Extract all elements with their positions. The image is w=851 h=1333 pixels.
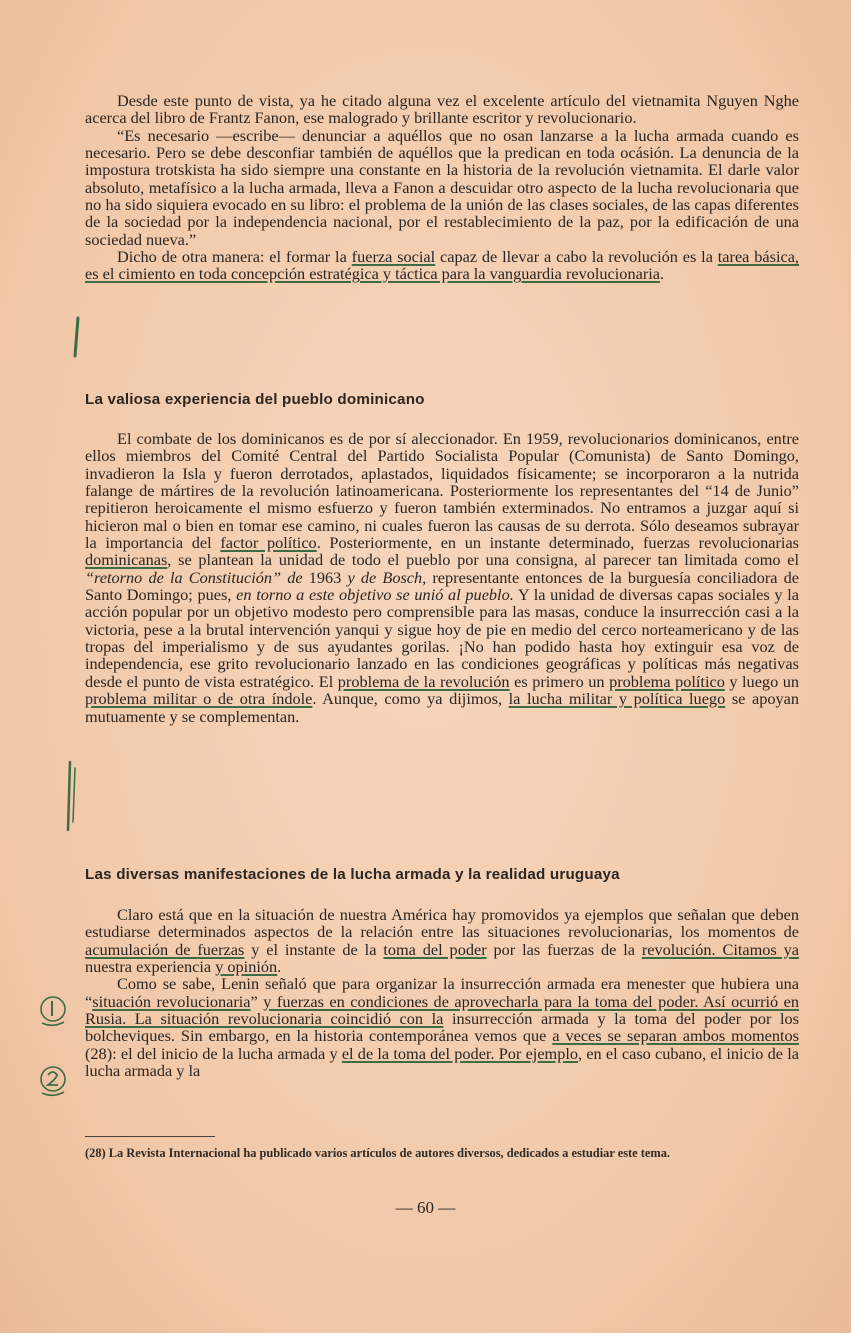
text-run: por las fuerzas de la [486, 939, 642, 959]
underlined-text: toma del poder [383, 939, 487, 959]
text-run: Dicho de otra manera: el formar la [117, 247, 352, 267]
footnote-ref: (28): el del inicio de la lucha armada y [85, 1043, 342, 1063]
text-run: se apoyan mutuamente y se complementan. [85, 689, 799, 726]
italic-text: y de Bosch, [347, 567, 427, 587]
underlined-text: problema de la revolución [337, 671, 510, 691]
quote-paragraph: “Es necesario —escribe— denunciar a aquéllos que no osan lanzarse a la lucha armada cuando es necesario. Pero se debe desconfiar también de aquéllos que la predican en toda ocásión. La denuncia de la impostura trotskista ha sido siempre una constante en la historia de la revolución vietnamita. El darle valor absoluto, metafísico a la lucha armada, lleva a Fanon a descuidar otro aspecto de la lucha revolucionaria que no ha sido siquiera evocado en su libro: el problema de la unión de las clases sociales, de las capas diferentes de la sociedad por la independencia nacional, por el restablecimiento de la paz, por la edificación de una sociedad nueva.” [85, 125, 799, 249]
underlined-text: a veces se separan ambos momentos [552, 1026, 799, 1046]
italic-text: “retorno de la Constitución” de [85, 567, 303, 587]
underlined-text: fuerza social [351, 247, 436, 267]
underlined-text: el de la toma del poder. Por ejemplo [341, 1043, 579, 1063]
underlined-text: problema político [609, 671, 725, 691]
underlined-text: problema militar o de otra índole [85, 689, 313, 709]
underlined-text: dominicanas [85, 550, 168, 570]
text-run: Y la unidad de diversas capas sociales y la acción popular por un objetivo modesto pero comprensible para las masas, conduce la insurrección casi a la victoria, pese a la brutal intervención yanqui y sigue hoy de pie en medio del cerco norteamericano y de las tropas del imperialismo y de sus ayudantes gorilas. ¡No han podido hasta hoy extinguir esa voz de independencia, ese grito revolucionario lanzado en las condiciones geográficas y políticas más negativas desde el punto de vista estratégico. El [85, 585, 799, 691]
underlined-text: situación revolucionaria [92, 991, 251, 1011]
paragraph [85, 248, 799, 283]
text-run: . Posteriormente, en un instante determinado, fuerzas revolucionarias [316, 533, 800, 553]
body-text-uruguaya [85, 906, 799, 1079]
text-run: . [660, 264, 665, 284]
footnote: (28) La Revista Internacional ha publicado varios artículos de autores diversos, dedicados a estudiar este tema. [85, 1146, 670, 1160]
circled-2-icon [36, 1064, 70, 1100]
text-run: capaz de llevar a cabo la revolución es la [435, 247, 718, 267]
text-run: nuestra experiencia [85, 957, 216, 977]
section-heading: La valiosa experiencia del pueblo dominicano [85, 391, 425, 408]
body-text-dominicano [85, 430, 799, 725]
page-number: — 60 — [395, 1198, 456, 1217]
text-run: es primero un [509, 671, 610, 691]
underlined-text: y fuerzas en condiciones de aprovecharla para la toma del poder. Así ocurrió en Rusia. La situación revolucionaria coincidió con la [85, 991, 800, 1029]
underlined-text: factor político [220, 533, 317, 553]
underlined-text: tarea básica, es el cimiento en toda concepción estratégica y táctica para la vanguardia revolucionaria [85, 247, 800, 284]
text-run: ” [250, 991, 264, 1011]
circled-1-icon [36, 994, 70, 1030]
underlined-text: y opinión [215, 957, 278, 977]
text-run: . Aunque, como ya dijimos, [312, 689, 509, 709]
text-run: , en el caso cubano, el inicio de la lucha armada y la [85, 1043, 799, 1081]
text-run: 1963 [302, 567, 348, 587]
paragraph: Desde este punto de vista, ya he citado alguna vez el excelente artículo del vietnamita Nguyen Nghe acerca del libro de Frantz Fanon, ese malogrado y brillante escritor y revolucionario. [85, 91, 799, 128]
underlined-text: revolución. Citamos ya [641, 939, 799, 959]
section-heading: Las diversas manifestaciones de la lucha armada y la realidad uruguaya [85, 866, 620, 883]
italic-text: en torno a este objetivo se unió al pueblo. [236, 585, 514, 605]
margin-bracket-icon [70, 316, 84, 358]
text-run: insurrección armada y la toma del poder por los bolcheviques. Sin embargo, en la historia contemporánea vemos que [85, 1009, 799, 1046]
text-run: y luego un [724, 671, 800, 691]
text-run: . [277, 957, 282, 977]
footnote-divider [85, 1136, 215, 1137]
paragraph [85, 975, 799, 1079]
text-run: , se plantean la unidad de todo el pueblo por una consigna, al parecer tan limitada como el [167, 550, 799, 570]
paragraph [85, 906, 799, 975]
underlined-text: la lucha militar y política luego [508, 689, 726, 709]
paragraph [85, 430, 799, 725]
underlined-text: acumulación de fuerzas [85, 939, 245, 959]
text-run: representante entonces de la burguesía conciliadora de Santo Domingo; pues, [85, 567, 800, 605]
text-run: El combate de los dominicanos es de por sí aleccionador. En 1959, revolucionarios dominicanos, entre ellos miembros del Comité Central del Partido Socialista Popular (Comunista) de Santo Domingo, invadieron la Isla y fueron derrotados, aplastados, liquidados físicamente; se incorporaron a la nutrida falange de mártires de la revolución latinoamericana. Posteriormente los representantes del “14 de Junio” repitieron heroicamente el mismo esfuerzo y fueron también exterminados. No entramos a juzgar aquí si hicieron mal o bien en tomar ese camino, ni cuales fueron las causas de su derrota. Sólo deseamos subrayar la importancia del [85, 429, 799, 553]
text-run: y el instante de la [244, 939, 384, 959]
text-run: Como se sabe, Lenin señaló que para organizar la insurrección armada era menester que hubiera una “ [85, 974, 799, 1011]
text-run: Claro está que en la situación de nuestra América hay promovidos ya ejemplos que señalan que deben estudiarse determinados aspectos de la relación entre las situaciones revolucionarias, los momentos de [85, 905, 799, 942]
body-text-top [85, 92, 799, 283]
margin-bracket-icon [60, 760, 80, 832]
